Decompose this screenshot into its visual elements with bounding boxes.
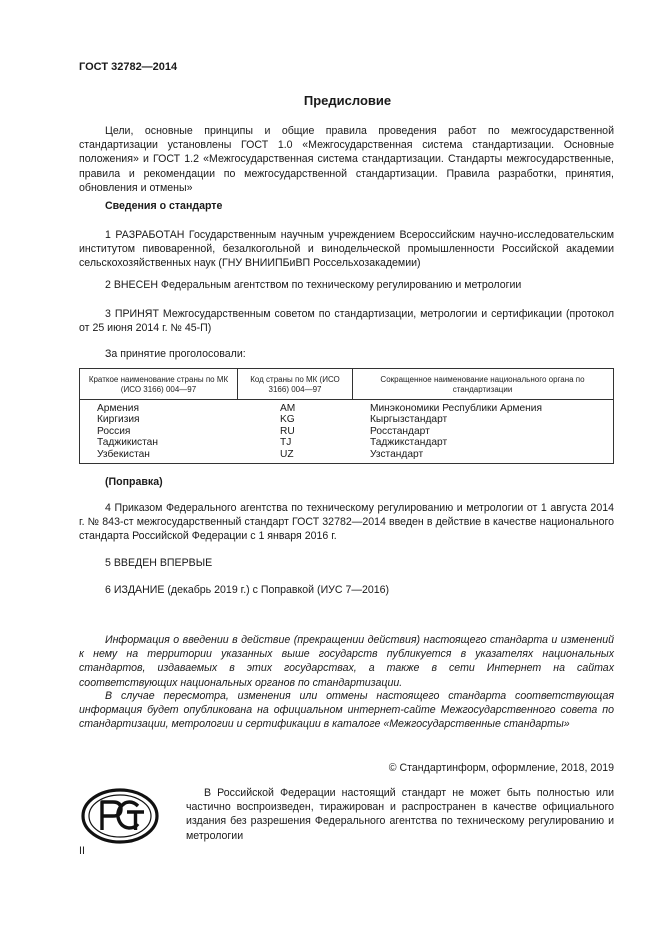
item-first: 5 ВВЕДЕН ВПЕРВЫЕ [105, 557, 213, 569]
amendment-label: (Поправка) [105, 476, 163, 488]
table-col-divider-2 [352, 369, 353, 399]
table-cell-country: Узбекистан [97, 448, 150, 460]
table-col-divider-1 [237, 369, 238, 399]
page-title: Предисловие [303, 93, 392, 108]
table-cell-body: Минэкономики Республики Армения [370, 403, 542, 414]
section-heading: Сведения о стандарте [105, 200, 223, 212]
table-cell-country: Армения [97, 403, 139, 414]
info-paragraph-1: Информация о введении в действие (прекращении действия) настоящего стандарта и изменений к нему на территории указанных выше государств публикуется в указателях национальных стандартов, издаваемых в этих государствах, а также в сети Интернет на сайтах соответствующих национальных органов по стандартизации. [79, 634, 614, 689]
table-cell-country: Россия [97, 425, 131, 437]
copyright: © Стандартинформ, оформление, 2018, 2019 [388, 762, 614, 774]
table-cell-code: UZ [280, 448, 294, 460]
table-cell-code: TJ [280, 437, 292, 449]
intro-paragraph: Цели, основные принципы и общие правила проведения работ по межгосударственной стандартизации установлены ГОСТ 1.0 «Межгосударственная система стандартизации. Основные положения» и ГОСТ 1.2 «Межгосударственная система стандартизации. Стандарты межгосударственные, правила и рекомендации по межгосударственной стандартизации. Правила разработки, принятия, обновления и отмены» [79, 125, 614, 194]
table-cell-country: Киргизия [97, 414, 140, 426]
table-header-body: Сокращенное наименование национального органа по стандартизации [380, 375, 585, 394]
table-header-code: Код страны по МК (ИСО 3166) 004—97 [250, 375, 340, 394]
table-cell-body: Росстандарт [370, 425, 430, 437]
table-cell-body: Таджикстандарт [370, 437, 448, 449]
item-edition: 6 ИЗДАНИЕ (декабрь 2019 г.) с Поправкой (ИУС 7—2016) [105, 584, 390, 596]
table-header-country: Краткое наименование страны по МК (ИСО 3166) 004—97 [88, 375, 229, 394]
countries-table [79, 368, 614, 464]
page-number: II [79, 845, 85, 857]
info-paragraph-2: В случае пересмотра, изменения или отмены настоящего стандарта соответствующая информация будет опубликована на официальном интернет-сайте Межгосударственного совета по стандартизации, метрологии и сертификации в каталоге «Межгосударственные стандарты» [79, 690, 614, 731]
table-cell-code: KG [280, 414, 295, 426]
reproduction-notice: В Российской Федерации настоящий стандарт не может быть полностью или частично воспроизведен, тиражирован и распространен в качестве официального издания без разрешения Федерального агентства по техническому регулированию и метрологии [186, 787, 614, 842]
item-developed: 1 РАЗРАБОТАН Государственным научным учреждением Всероссийским научно-исследовательским институтом пивоваренной, безалкогольной и винодельческой промышленности Российской академии сельскохозяйственных наук (ГНУ ВНИИПБиВП Россельхозакадемии) [79, 229, 614, 270]
item-order: 4 Приказом Федерального агентства по техническому регулированию и метрологии от 1 августа 2014 г. № 843-ст межгосударственный стандарт ГОСТ 32782—2014 введен в действие в качестве национального стандарта Российской Федерации с 1 января 2016 г. [79, 502, 614, 543]
table-cell-country: Таджикистан [97, 437, 158, 449]
table-header-divider [80, 399, 613, 400]
table-cell-code: RU [280, 425, 295, 437]
doc-number: ГОСТ 32782—2014 [79, 61, 178, 73]
table-cell-body: Кыргызстандарт [370, 414, 448, 426]
voted-label: За принятие проголосовали: [105, 348, 246, 360]
table-cell-body: Узстандарт [370, 448, 424, 460]
rst-logo-icon [80, 786, 160, 846]
item-introduced: 2 ВНЕСЕН Федеральным агентством по техническому регулированию и метрологии [105, 279, 522, 291]
rst-logo [80, 786, 160, 846]
item-adopted: 3 ПРИНЯТ Межгосударственным советом по стандартизации, метрологии и сертификации (протокол от 25 июня 2014 г. № 45-П) [79, 308, 614, 335]
table-cell-code: AM [280, 403, 296, 414]
